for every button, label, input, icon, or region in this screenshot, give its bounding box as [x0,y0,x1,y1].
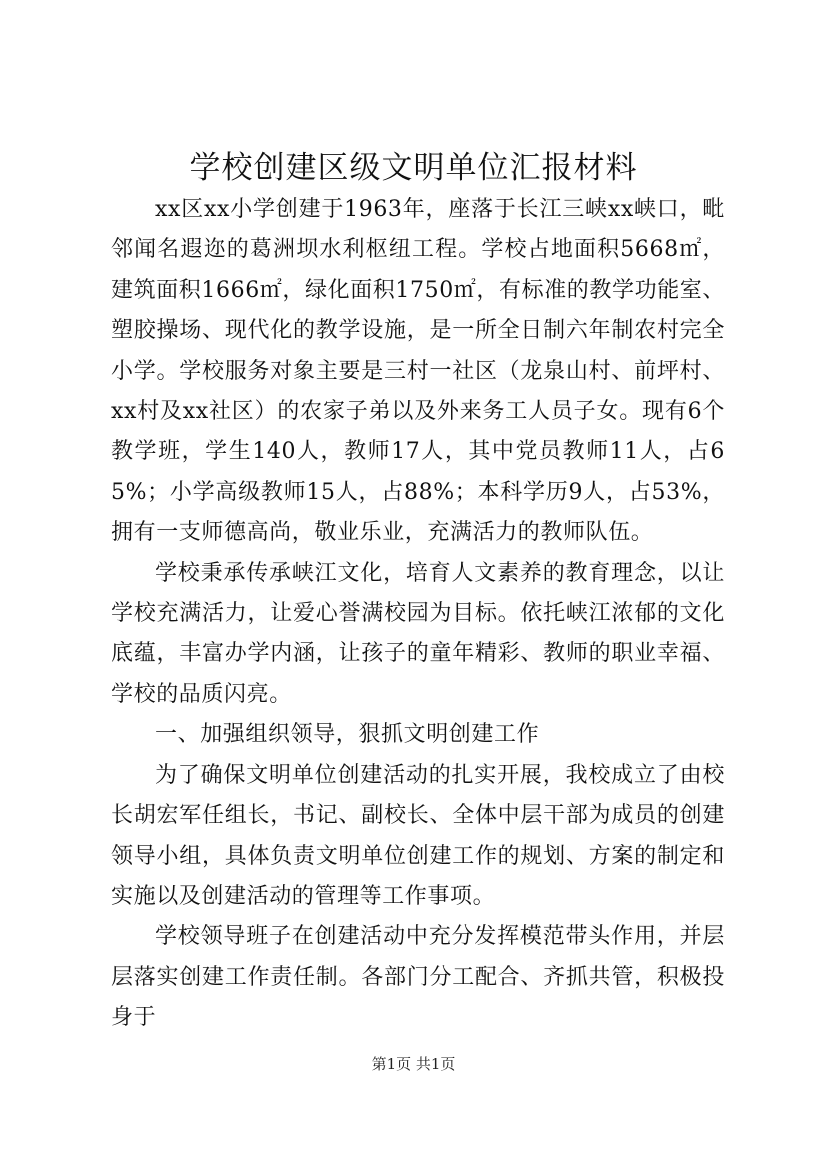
document-body [111,190,725,1039]
paragraph-school-philosophy: 学校秉承传承峡江文化，培育人文素养的教育理念，以让学校充满活力，让爱心誉满校园为目标。依托峡江浓郁的文化底蕴，丰富办学内涵，让孩子的童年精彩、教师的职业幸福、学校的品质闪亮。 [111,560,725,707]
paragraph-responsibility: 学校领导班子在创建活动中充分发挥模范带头作用，并层层落实创建工作责任制。各部门分工配合、齐抓共管，积极投身于 [111,924,725,1031]
section-heading-organization: 一、加强组织领导，狠抓文明创建工作 [155,722,540,748]
paragraph-leadership-group: 为了确保文明单位创建活动的扎实开展，我校成立了由校长胡宏军任组长，书记、副校长、全体中层干部为成员的创建领导小组，具体负责文明单位创建工作的规划、方案的制定和实施以及创建活动的管理等工作事项。 [111,762,725,909]
page-number-footer: 第1页 共1页 [371,1055,456,1073]
document-title: 学校创建区级文明单位汇报材料 [189,150,638,186]
paragraph-school-overview: xx区xx小学创建于1963年，座落于长江三峡xx峡口，毗邻闻名遐迩的葛洲坝水利枢纽工程。学校占地面积5668㎡，建筑面积1666㎡，绿化面积1750㎡，有标准的教学功能室、塑胶操场、现代化的教学设施，是一所全日制六年制农村完全小学。学校服务对象主要是三村一社区（龙泉山村、前坪村、xx村及xx社区）的农家子弟以及外来务工人员子女。现有6个教学班，学生140人，教师17人，其中党员教师11人，占65%；小学高级教师15人，占88%；本科学历9人，占53%，拥有一支师德高尚，敬业乐业，充满活力的教师队伍。 [111,197,725,546]
